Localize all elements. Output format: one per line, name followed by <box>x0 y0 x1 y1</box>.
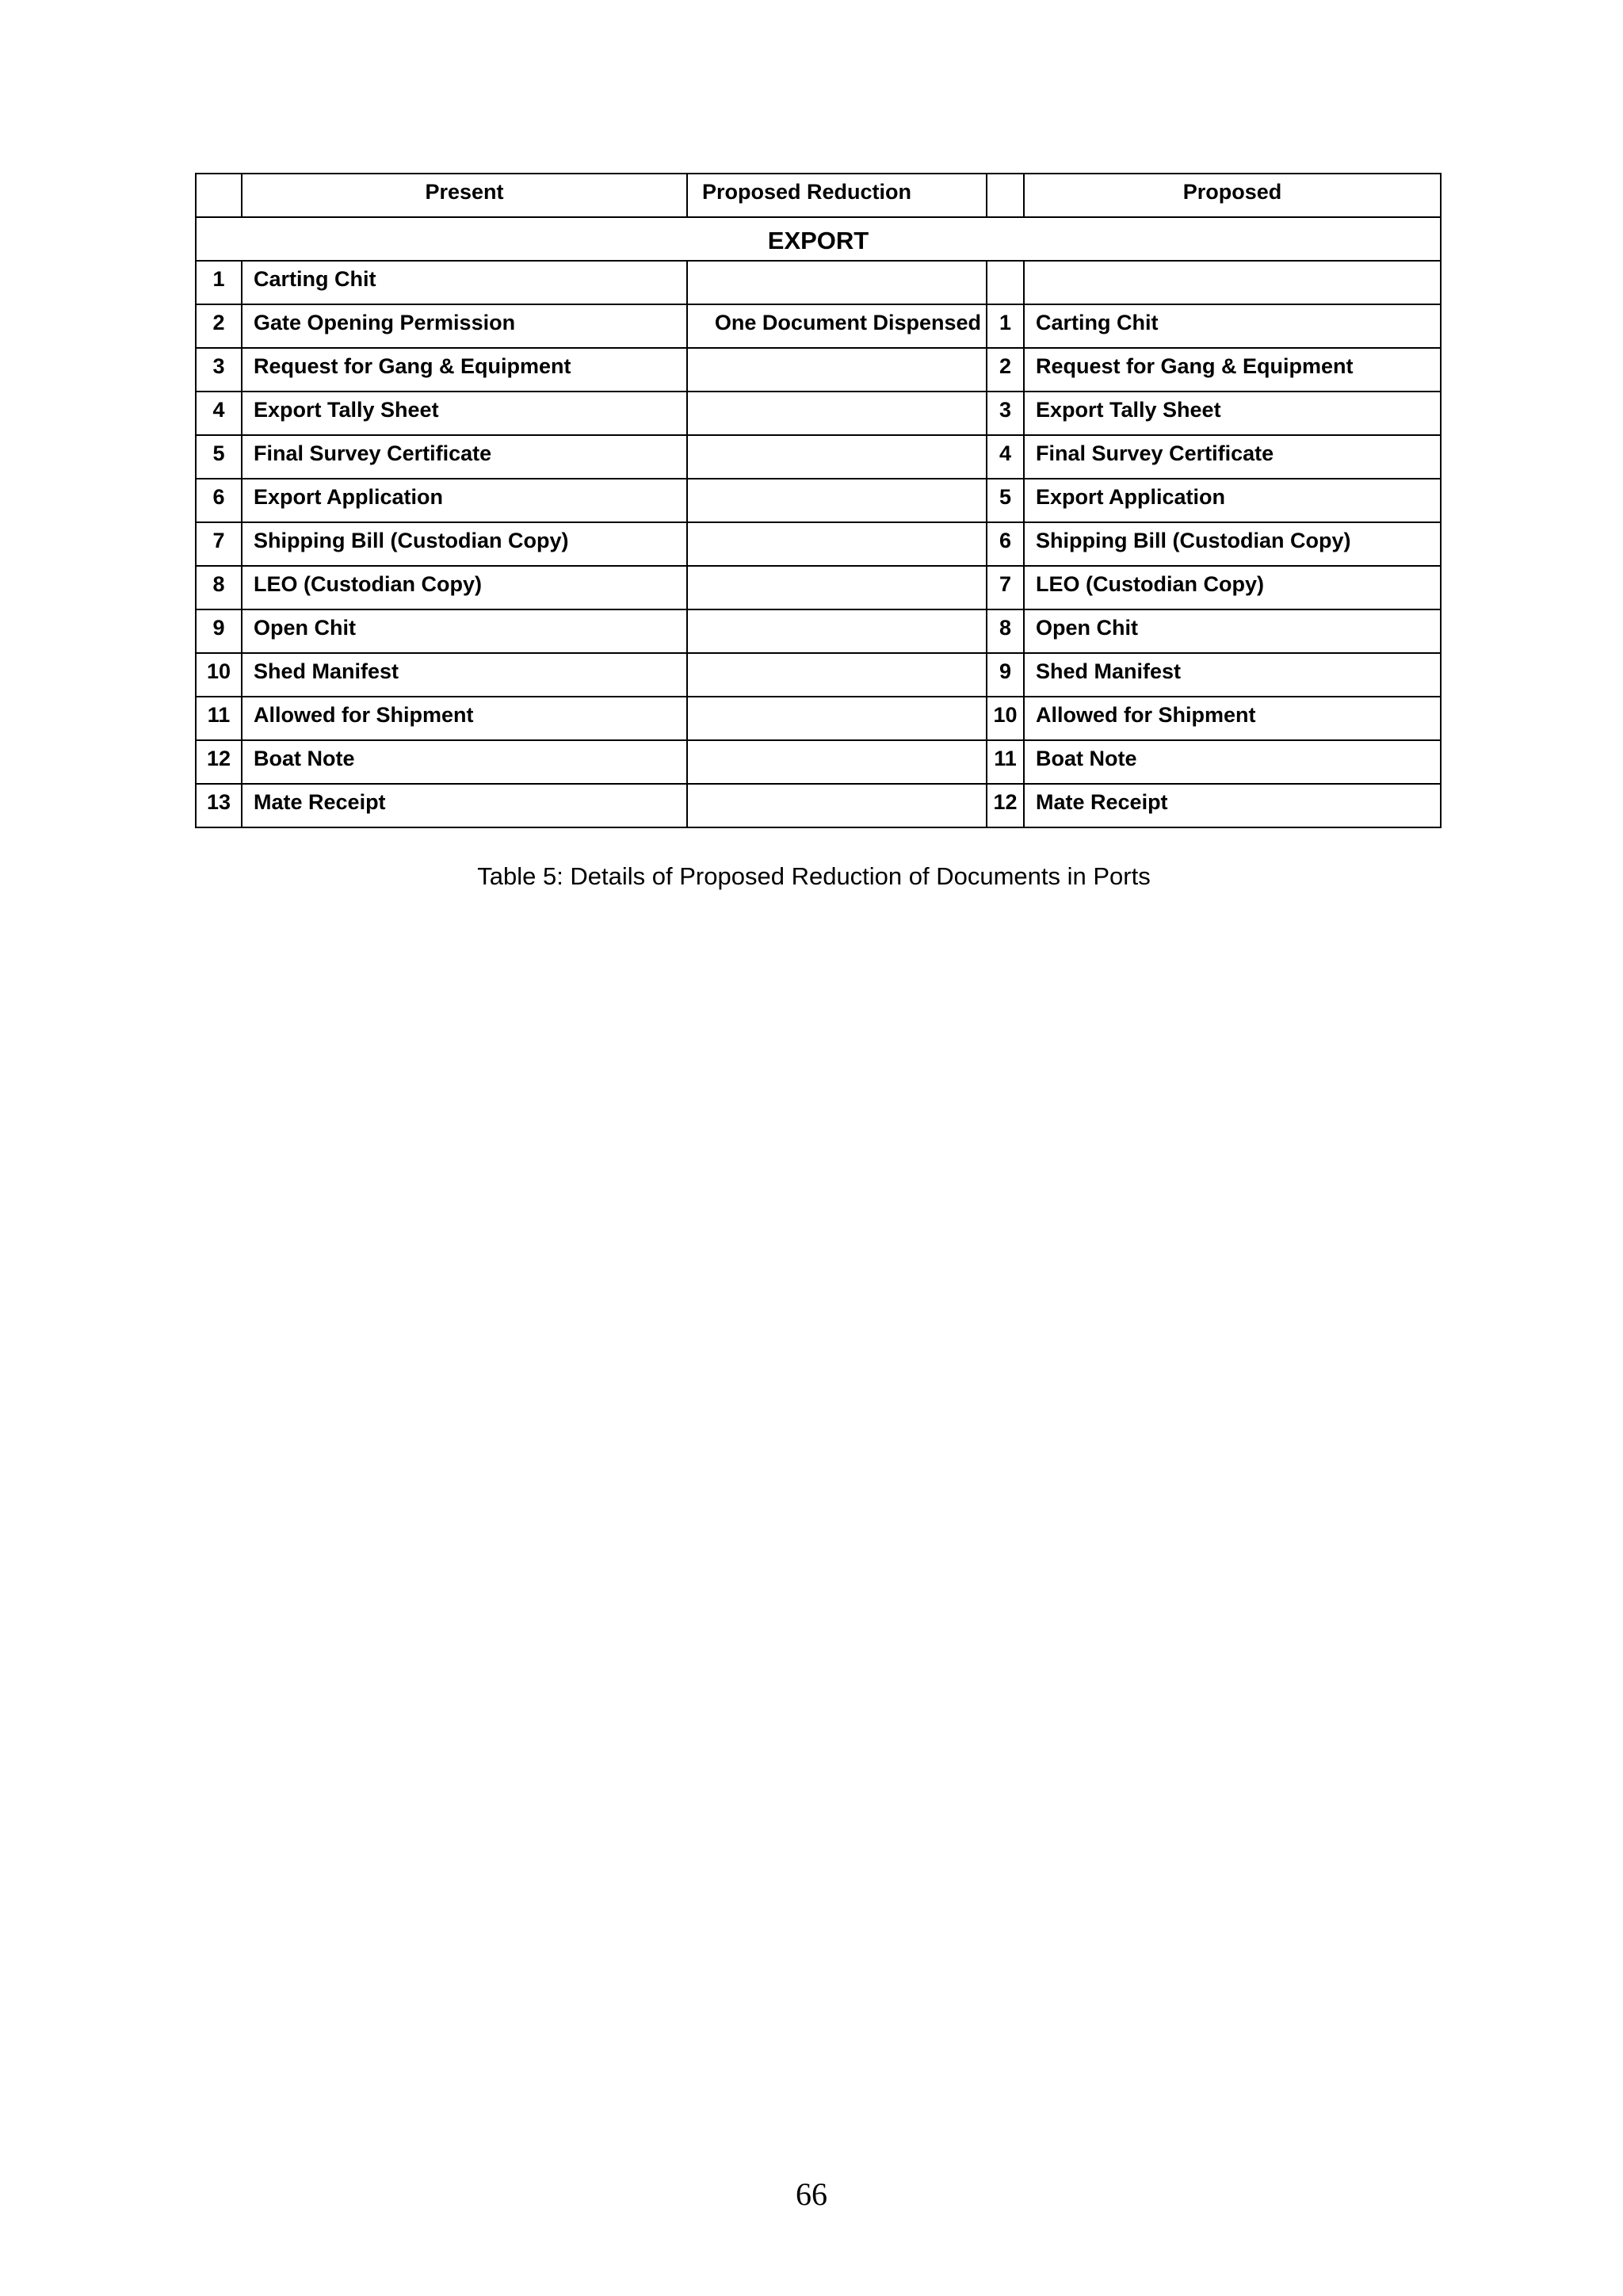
proposed-number-text: 2 <box>999 354 1012 378</box>
present-document-text: Mate Receipt <box>254 790 386 814</box>
table-row <box>196 653 1441 697</box>
proposed-document-cell <box>1024 522 1441 566</box>
proposed-number-cell <box>987 348 1024 392</box>
proposed-reduction-cell <box>687 740 987 784</box>
proposed-number-text <box>987 262 1023 268</box>
present-document-text: Allowed for Shipment <box>254 703 474 727</box>
row-number-cell <box>196 522 242 566</box>
table-row <box>196 304 1441 348</box>
row-number-cell <box>196 609 242 653</box>
proposed-number-cell <box>987 522 1024 566</box>
section-title: EXPORT <box>767 227 869 254</box>
proposed-reduction-cell <box>687 261 987 304</box>
proposed-number-cell <box>987 479 1024 522</box>
present-document-cell <box>242 392 687 435</box>
present-document-cell <box>242 566 687 609</box>
proposed-document-text: Export Tally Sheet <box>1036 398 1221 422</box>
table-row <box>196 261 1441 304</box>
present-document-cell <box>242 348 687 392</box>
proposed-reduction-text <box>688 697 986 704</box>
proposed-reduction-text <box>688 436 986 442</box>
proposed-number-text: 7 <box>999 572 1012 596</box>
row-number-cell <box>196 348 242 392</box>
proposed-document-cell <box>1024 740 1441 784</box>
proposed-document-text: Request for Gang & Equipment <box>1036 354 1354 378</box>
table-row <box>196 740 1441 784</box>
proposed-number-text: 3 <box>999 398 1012 422</box>
header-num-cell <box>196 174 242 217</box>
proposed-reduction-text <box>688 785 986 791</box>
proposed-reduction-text <box>688 349 986 355</box>
proposed-reduction-text <box>688 567 986 573</box>
present-document-cell <box>242 653 687 697</box>
table-row <box>196 392 1441 435</box>
proposed-reduction-cell <box>687 566 987 609</box>
row-number-text: 3 <box>212 354 225 378</box>
table-body <box>196 174 1441 827</box>
proposed-reduction-cell <box>687 522 987 566</box>
present-document-text: Shed Manifest <box>254 659 399 683</box>
proposed-number-cell <box>987 740 1024 784</box>
proposed-number-cell <box>987 609 1024 653</box>
section-row <box>196 217 1441 261</box>
header-present-cell <box>242 174 687 217</box>
proposed-document-cell <box>1024 479 1441 522</box>
proposed-document-text: Final Survey Certificate <box>1036 441 1274 465</box>
proposed-number-text: 1 <box>999 311 1012 334</box>
documents-table <box>195 173 1442 828</box>
table-row <box>196 697 1441 740</box>
proposed-document-text: Shipping Bill (Custodian Copy) <box>1036 529 1351 552</box>
proposed-number-text: 10 <box>993 703 1018 727</box>
proposed-number-text: 8 <box>999 616 1012 640</box>
proposed-number-cell <box>987 566 1024 609</box>
proposed-document-cell <box>1024 261 1441 304</box>
present-document-text: Shipping Bill (Custodian Copy) <box>254 529 569 552</box>
row-number-text: 10 <box>206 659 231 683</box>
table-row <box>196 784 1441 827</box>
present-document-text: Gate Opening Permission <box>254 311 516 334</box>
proposed-number-text: 5 <box>999 485 1012 509</box>
proposed-document-cell <box>1024 435 1441 479</box>
proposed-document-cell <box>1024 784 1441 827</box>
proposed-document-cell <box>1024 348 1441 392</box>
table-row <box>196 435 1441 479</box>
row-number-text: 11 <box>207 703 231 727</box>
present-document-text: Carting Chit <box>254 267 376 291</box>
proposed-reduction-text <box>688 741 986 747</box>
table-row <box>196 566 1441 609</box>
row-number-cell <box>196 566 242 609</box>
proposed-document-cell <box>1024 392 1441 435</box>
table-row <box>196 348 1441 392</box>
present-document-cell <box>242 435 687 479</box>
proposed-number-text: 6 <box>999 529 1012 552</box>
present-document-text: Final Survey Certificate <box>254 441 492 465</box>
present-document-cell <box>242 697 687 740</box>
table-row <box>196 609 1441 653</box>
proposed-reduction-text: One Document Dispensed <box>714 311 981 334</box>
row-number-text: 13 <box>206 790 231 814</box>
table-caption: Table 5: Details of Proposed Reduction of Documents in Ports <box>477 862 1151 890</box>
row-number-cell <box>196 784 242 827</box>
proposed-number-text: 12 <box>993 790 1018 814</box>
present-document-cell <box>242 479 687 522</box>
present-document-text: Boat Note <box>254 747 355 770</box>
proposed-number-text: 4 <box>999 441 1012 465</box>
proposed-document-text: Open Chit <box>1036 616 1138 640</box>
proposed-reduction-text <box>688 523 986 529</box>
proposed-document-text: Shed Manifest <box>1036 659 1182 683</box>
proposed-reduction-cell <box>687 653 987 697</box>
header-proposed-label: Proposed <box>1182 180 1282 204</box>
proposed-reduction-cell <box>687 479 987 522</box>
row-number-text: 5 <box>212 441 225 465</box>
present-document-text: Export Application <box>254 485 444 509</box>
proposed-number-cell <box>987 392 1024 435</box>
proposed-document-text: Export Application <box>1036 485 1226 509</box>
row-number-cell <box>196 304 242 348</box>
row-number-cell <box>196 697 242 740</box>
proposed-reduction-cell <box>687 697 987 740</box>
proposed-number-cell <box>987 261 1024 304</box>
header-reduction-label: Proposed Reduction <box>702 180 912 204</box>
proposed-reduction-text <box>688 654 986 660</box>
proposed-document-cell <box>1024 566 1441 609</box>
proposed-reduction-text <box>688 610 986 617</box>
proposed-document-text: Boat Note <box>1036 747 1137 770</box>
proposed-number-text: 9 <box>999 659 1012 683</box>
proposed-reduction-cell <box>687 609 987 653</box>
present-document-cell <box>242 609 687 653</box>
present-document-cell <box>242 522 687 566</box>
present-document-cell <box>242 304 687 348</box>
proposed-reduction-text <box>688 392 986 399</box>
proposed-document-cell <box>1024 653 1441 697</box>
table-row <box>196 479 1441 522</box>
proposed-reduction-cell <box>687 392 987 435</box>
present-document-text: Request for Gang & Equipment <box>254 354 571 378</box>
proposed-document-cell <box>1024 697 1441 740</box>
proposed-document-text: LEO (Custodian Copy) <box>1036 572 1264 596</box>
row-number-cell <box>196 435 242 479</box>
proposed-document-cell <box>1024 304 1441 348</box>
proposed-reduction-text <box>688 262 986 268</box>
header-cell-text <box>987 174 1023 181</box>
present-document-cell <box>242 740 687 784</box>
row-number-cell <box>196 479 242 522</box>
proposed-reduction-cell <box>687 435 987 479</box>
proposed-number-cell <box>987 653 1024 697</box>
header-reduction-cell <box>687 174 987 217</box>
row-number-text: 1 <box>212 267 225 291</box>
section-title-cell <box>196 217 1441 261</box>
present-document-text: LEO (Custodian Copy) <box>254 572 482 596</box>
row-number-text: 9 <box>212 616 225 640</box>
proposed-number-cell <box>987 435 1024 479</box>
proposed-number-cell <box>987 697 1024 740</box>
row-number-text: 8 <box>212 572 225 596</box>
row-number-text: 7 <box>212 529 225 552</box>
row-number-text: 6 <box>212 485 225 509</box>
row-number-cell <box>196 392 242 435</box>
row-number-cell <box>196 740 242 784</box>
proposed-document-cell <box>1024 609 1441 653</box>
proposed-number-cell <box>987 784 1024 827</box>
present-document-text: Open Chit <box>254 616 356 640</box>
header-cell-text <box>197 174 241 181</box>
row-number-text: 2 <box>212 311 225 334</box>
proposed-reduction-cell <box>687 348 987 392</box>
proposed-document-text <box>1025 262 1440 268</box>
header-present-label: Present <box>425 180 504 204</box>
header-row <box>196 174 1441 217</box>
proposed-number-cell <box>987 304 1024 348</box>
row-number-cell <box>196 261 242 304</box>
proposed-document-text: Allowed for Shipment <box>1036 703 1256 727</box>
table-row <box>196 522 1441 566</box>
present-document-text: Export Tally Sheet <box>254 398 439 422</box>
proposed-reduction-cell <box>687 784 987 827</box>
row-number-text: 12 <box>206 747 231 770</box>
header-pnum-cell <box>987 174 1024 217</box>
proposed-number-text: 11 <box>994 747 1017 770</box>
proposed-document-text: Carting Chit <box>1036 311 1159 334</box>
proposed-reduction-cell <box>687 304 987 348</box>
proposed-document-text: Mate Receipt <box>1036 790 1168 814</box>
present-document-cell <box>242 261 687 304</box>
row-number-text: 4 <box>212 398 225 422</box>
row-number-cell <box>196 653 242 697</box>
proposed-reduction-text <box>688 479 986 486</box>
page-number: 66 <box>796 2176 827 2212</box>
present-document-cell <box>242 784 687 827</box>
header-proposed-cell <box>1024 174 1441 217</box>
